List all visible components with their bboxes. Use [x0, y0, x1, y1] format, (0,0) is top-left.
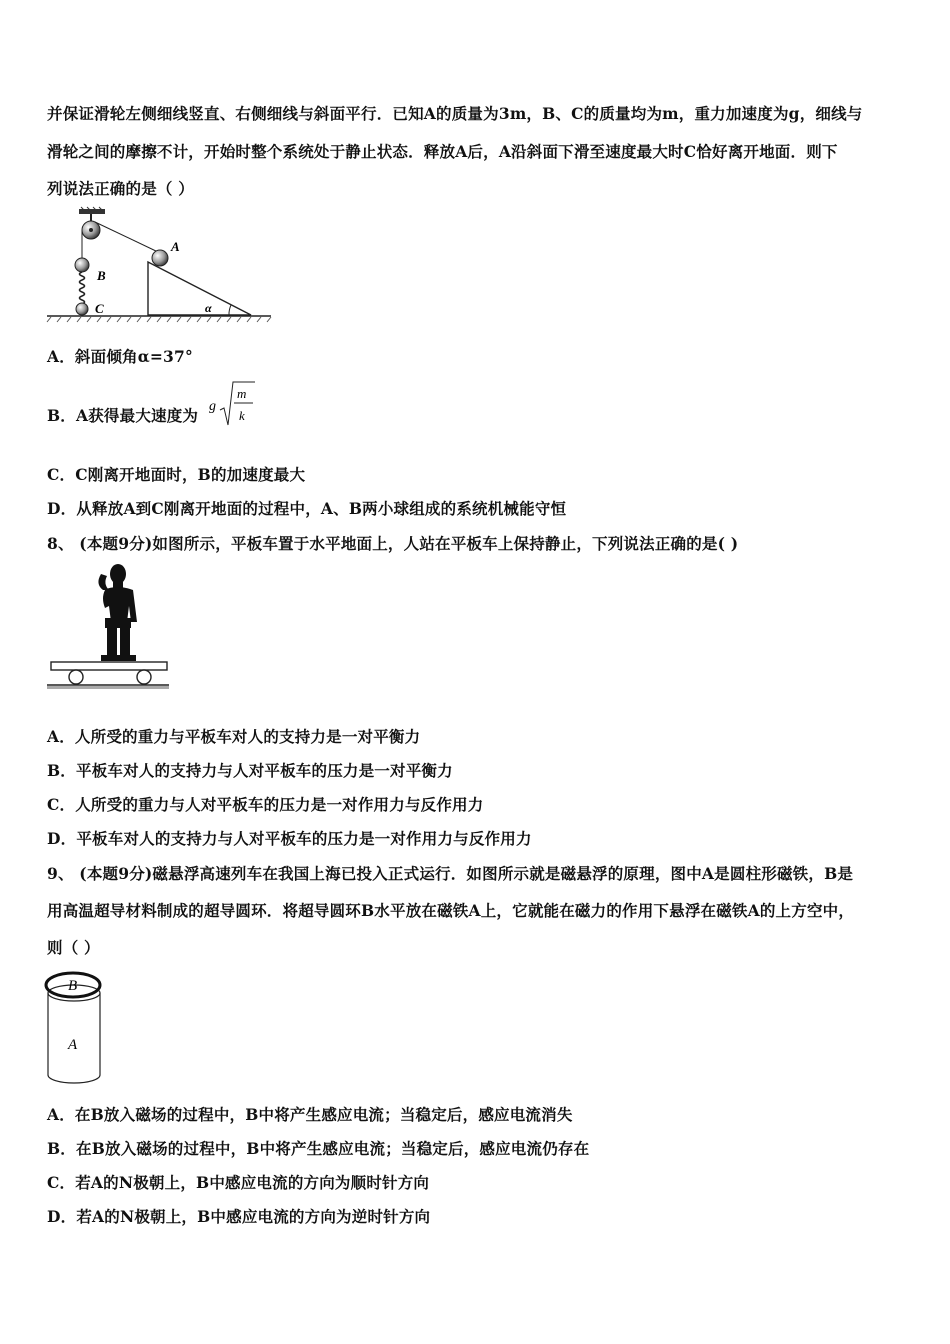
q7-option-b [47, 404, 198, 426]
label-alpha: α [205, 301, 212, 315]
q9-stem-line-1: 9、 (本题9分)磁悬浮高速列车在我国上海已投入正式运行．如图所示就是磁悬浮的原理，图中A是圆柱形磁铁，B是 [47, 864, 854, 883]
formula-num: m [237, 386, 247, 401]
q9-stem-line-3: 则（ ） [47, 938, 100, 957]
person-silhouette [98, 564, 137, 661]
q7-option-a: A．斜面倾角α=37° [47, 347, 193, 366]
magnet-a-label: A [68, 1037, 78, 1053]
sqrt-formula [207, 380, 257, 428]
q9-option-d: D．若A的N极朝上，B中感应电流的方向为逆时针方向 [47, 1207, 431, 1226]
pulley-incline-figure [45, 205, 275, 330]
incline [148, 262, 251, 315]
ball-b [75, 258, 89, 272]
q8-stem: 8、 (本题9分)如图所示，平板车置于水平地面上，人站在平板车上保持静止，下列说法正确的是( ) [47, 534, 739, 553]
ball-a [152, 250, 168, 266]
label-c: C [95, 301, 104, 316]
cart-wheel-left [69, 670, 83, 684]
cart-wheel-right [137, 670, 151, 684]
q8-option-c: C．人所受的重力与人对平板车的压力是一对作用力与反作用力 [47, 795, 484, 814]
q8-option-a: A．人所受的重力与平板车对人的支持力是一对平衡力 [47, 727, 421, 746]
q9-stem-line-2: 用高温超导材料制成的超导圆环．将超导圆环B水平放在磁铁A上，它就能在磁力的作用下悬浮在磁铁A的上方空中， [47, 901, 855, 920]
label-a: A [171, 239, 180, 254]
person-on-cart-figure [45, 560, 175, 695]
q7-stem-line-1: 并保证滑轮左侧细线竖直、右侧细线与斜面平行．已知A的质量为3m，B、C的质量均为m，重力加速度为g，细线与 [47, 104, 863, 123]
cart-board [51, 662, 167, 670]
q9-option-a: A．在B放入磁场的过程中，B中将产生感应电流；当稳定后，感应电流消失 [47, 1105, 573, 1124]
formula-g: g [209, 399, 216, 414]
q7-option-c: C．C刚离开地面时，B的加速度最大 [47, 465, 306, 484]
maglev-figure [42, 965, 107, 1087]
label-b: B [97, 268, 106, 283]
formula-den: k [239, 408, 245, 423]
ball-c [76, 303, 88, 315]
q8-option-b: B．平板车对人的支持力与人对平板车的压力是一对平衡力 [47, 761, 453, 780]
q9-option-c: C．若A的N极朝上，B中感应电流的方向为顺时针方向 [47, 1173, 430, 1192]
q7-stem-line-3: 列说法正确的是（ ） [47, 179, 194, 198]
q7-option-d: D．从释放A到C刚离开地面的过程中，A、B两小球组成的系统机械能守恒 [47, 499, 567, 518]
q7-stem-line-2: 滑轮之间的摩擦不计，开始时整个系统处于静止状态．释放A后，A沿斜面下滑至速度最大时C恰好离开地面．则下 [47, 142, 838, 161]
ring-b-label: B [68, 978, 78, 994]
q9-option-b: B．在B放入磁场的过程中，B中将产生感应电流；当稳定后，感应电流仍存在 [47, 1139, 590, 1158]
q7-option-b-text: B．A获得最大速度为 [47, 406, 199, 425]
right-string [95, 222, 158, 252]
q8-option-d: D．平板车对人的支持力与人对平板车的压力是一对作用力与反作用力 [47, 829, 532, 848]
